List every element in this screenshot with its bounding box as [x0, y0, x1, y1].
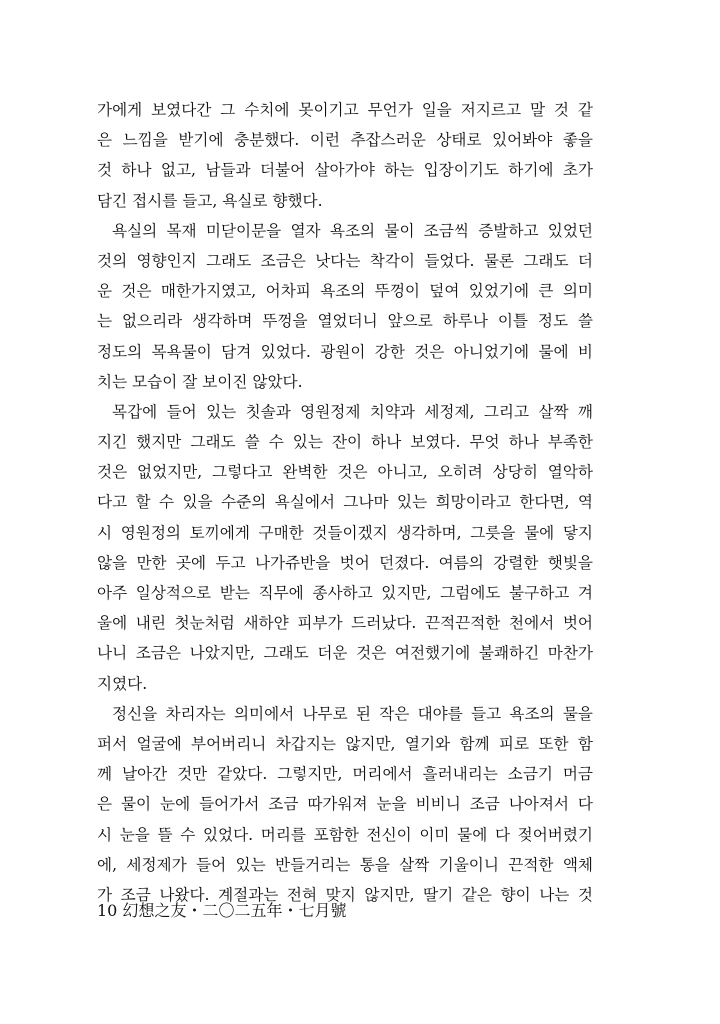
- text-line: 시 영원정의 토끼에게 구매한 것들이겠지 생각하며, 그릇을 물에 닿지: [97, 523, 593, 542]
- text-line: 정도의 목욕물이 담겨 있었다. 광원이 강한 것은 아니었기에 물에 비: [97, 342, 593, 361]
- text-line: 것 하나 없고, 남들과 더불어 살아가야 하는 입장이기도 하기에 초가: [97, 161, 593, 180]
- text-line: 욕실의 목재 미닫이문을 열자 욕조의 물이 조금씩 증발하고 있었던: [112, 221, 593, 240]
- publication-title: 幻想之友・二〇二五年・七月號: [122, 901, 347, 920]
- text-line: 지였다.: [97, 674, 148, 693]
- text-line: 목갑에 들어 있는 칫솔과 영원정제 치약과 세정제, 그리고 살짝 깨: [112, 402, 593, 421]
- text-line: 울에 내린 첫눈처럼 새하얀 피부가 드러났다. 끈적끈적한 천에서 벗어: [97, 614, 593, 633]
- text-line: 께 날아간 것만 같았다. 그렇지만, 머리에서 흘러내리는 소금기 머금: [97, 765, 593, 784]
- page-number: 10: [97, 901, 118, 920]
- text-line: 에, 세정제가 들어 있는 반들거리는 통을 살짝 기울이니 끈적한 액체: [97, 855, 593, 874]
- text-line: 은 느낌을 받기에 충분했다. 이런 추잡스러운 상태로 있어봐야 좋을: [97, 131, 593, 150]
- text-line: 아주 일상적으로 받는 직무에 종사하고 있지만, 그럼에도 불구하고 겨: [97, 584, 593, 602]
- page-footer: [97, 900, 346, 922]
- text-line: 지긴 했지만 그래도 쓸 수 있는 잔이 하나 보였다. 무엇 하나 부족한: [97, 433, 593, 452]
- text-line: 않을 만한 곳에 두고 나가쥬반을 벗어 던졌다. 여름의 강렬한 햇빛을: [97, 553, 593, 572]
- text-line: 것은 없었지만, 그렇다고 완벽한 것은 아니고, 오히려 상당히 열악하: [97, 463, 593, 482]
- text-line: 치는 모습이 잘 보이진 않았다.: [97, 372, 303, 391]
- text-line: 나니 조금은 나았지만, 그래도 더운 것은 여전했기에 불쾌하긴 마찬가: [97, 644, 593, 663]
- text-line: 는 없으리라 생각하며 뚜껑을 열었더니 앞으로 하루나 이틀 정도 쓸: [97, 312, 593, 331]
- text-line: 담긴 접시를 들고, 욕실로 향했다.: [97, 191, 323, 210]
- text-line: 정신을 차리자는 의미에서 나무로 된 작은 대야를 들고 욕조의 물을: [112, 704, 593, 723]
- text-line: 시 눈을 뜰 수 있었다. 머리를 포함한 전신이 이미 물에 다 젖어버렸기: [97, 825, 593, 844]
- text-line: 가에게 보였다간 그 수치에 못이기고 무언가 일을 저지르고 말 것 같: [97, 101, 593, 119]
- text-line: 가 조금 나왔다. 계절과는 전혀 맞지 않지만, 딸기 같은 향이 나는 것: [97, 885, 593, 904]
- text-line: 은 물이 눈에 들어가서 조금 따가워져 눈을 비비니 조금 나아져서 다: [97, 795, 593, 814]
- body-text: [97, 95, 593, 910]
- text-line: 운 것은 매한가지였고, 어차피 욕조의 뚜껑이 덮여 있었기에 큰 의미: [97, 282, 593, 301]
- text-line: 퍼서 얼굴에 부어버리니 차갑지는 않지만, 열기와 함께 피로 또한 함: [97, 734, 593, 753]
- text-line: 다고 할 수 있을 수준의 욕실에서 그나마 있는 희망이라고 한다면, 역: [97, 493, 593, 512]
- text-line: 것의 영향인지 그래도 조금은 낫다는 착각이 들었다. 물론 그래도 더: [97, 251, 593, 270]
